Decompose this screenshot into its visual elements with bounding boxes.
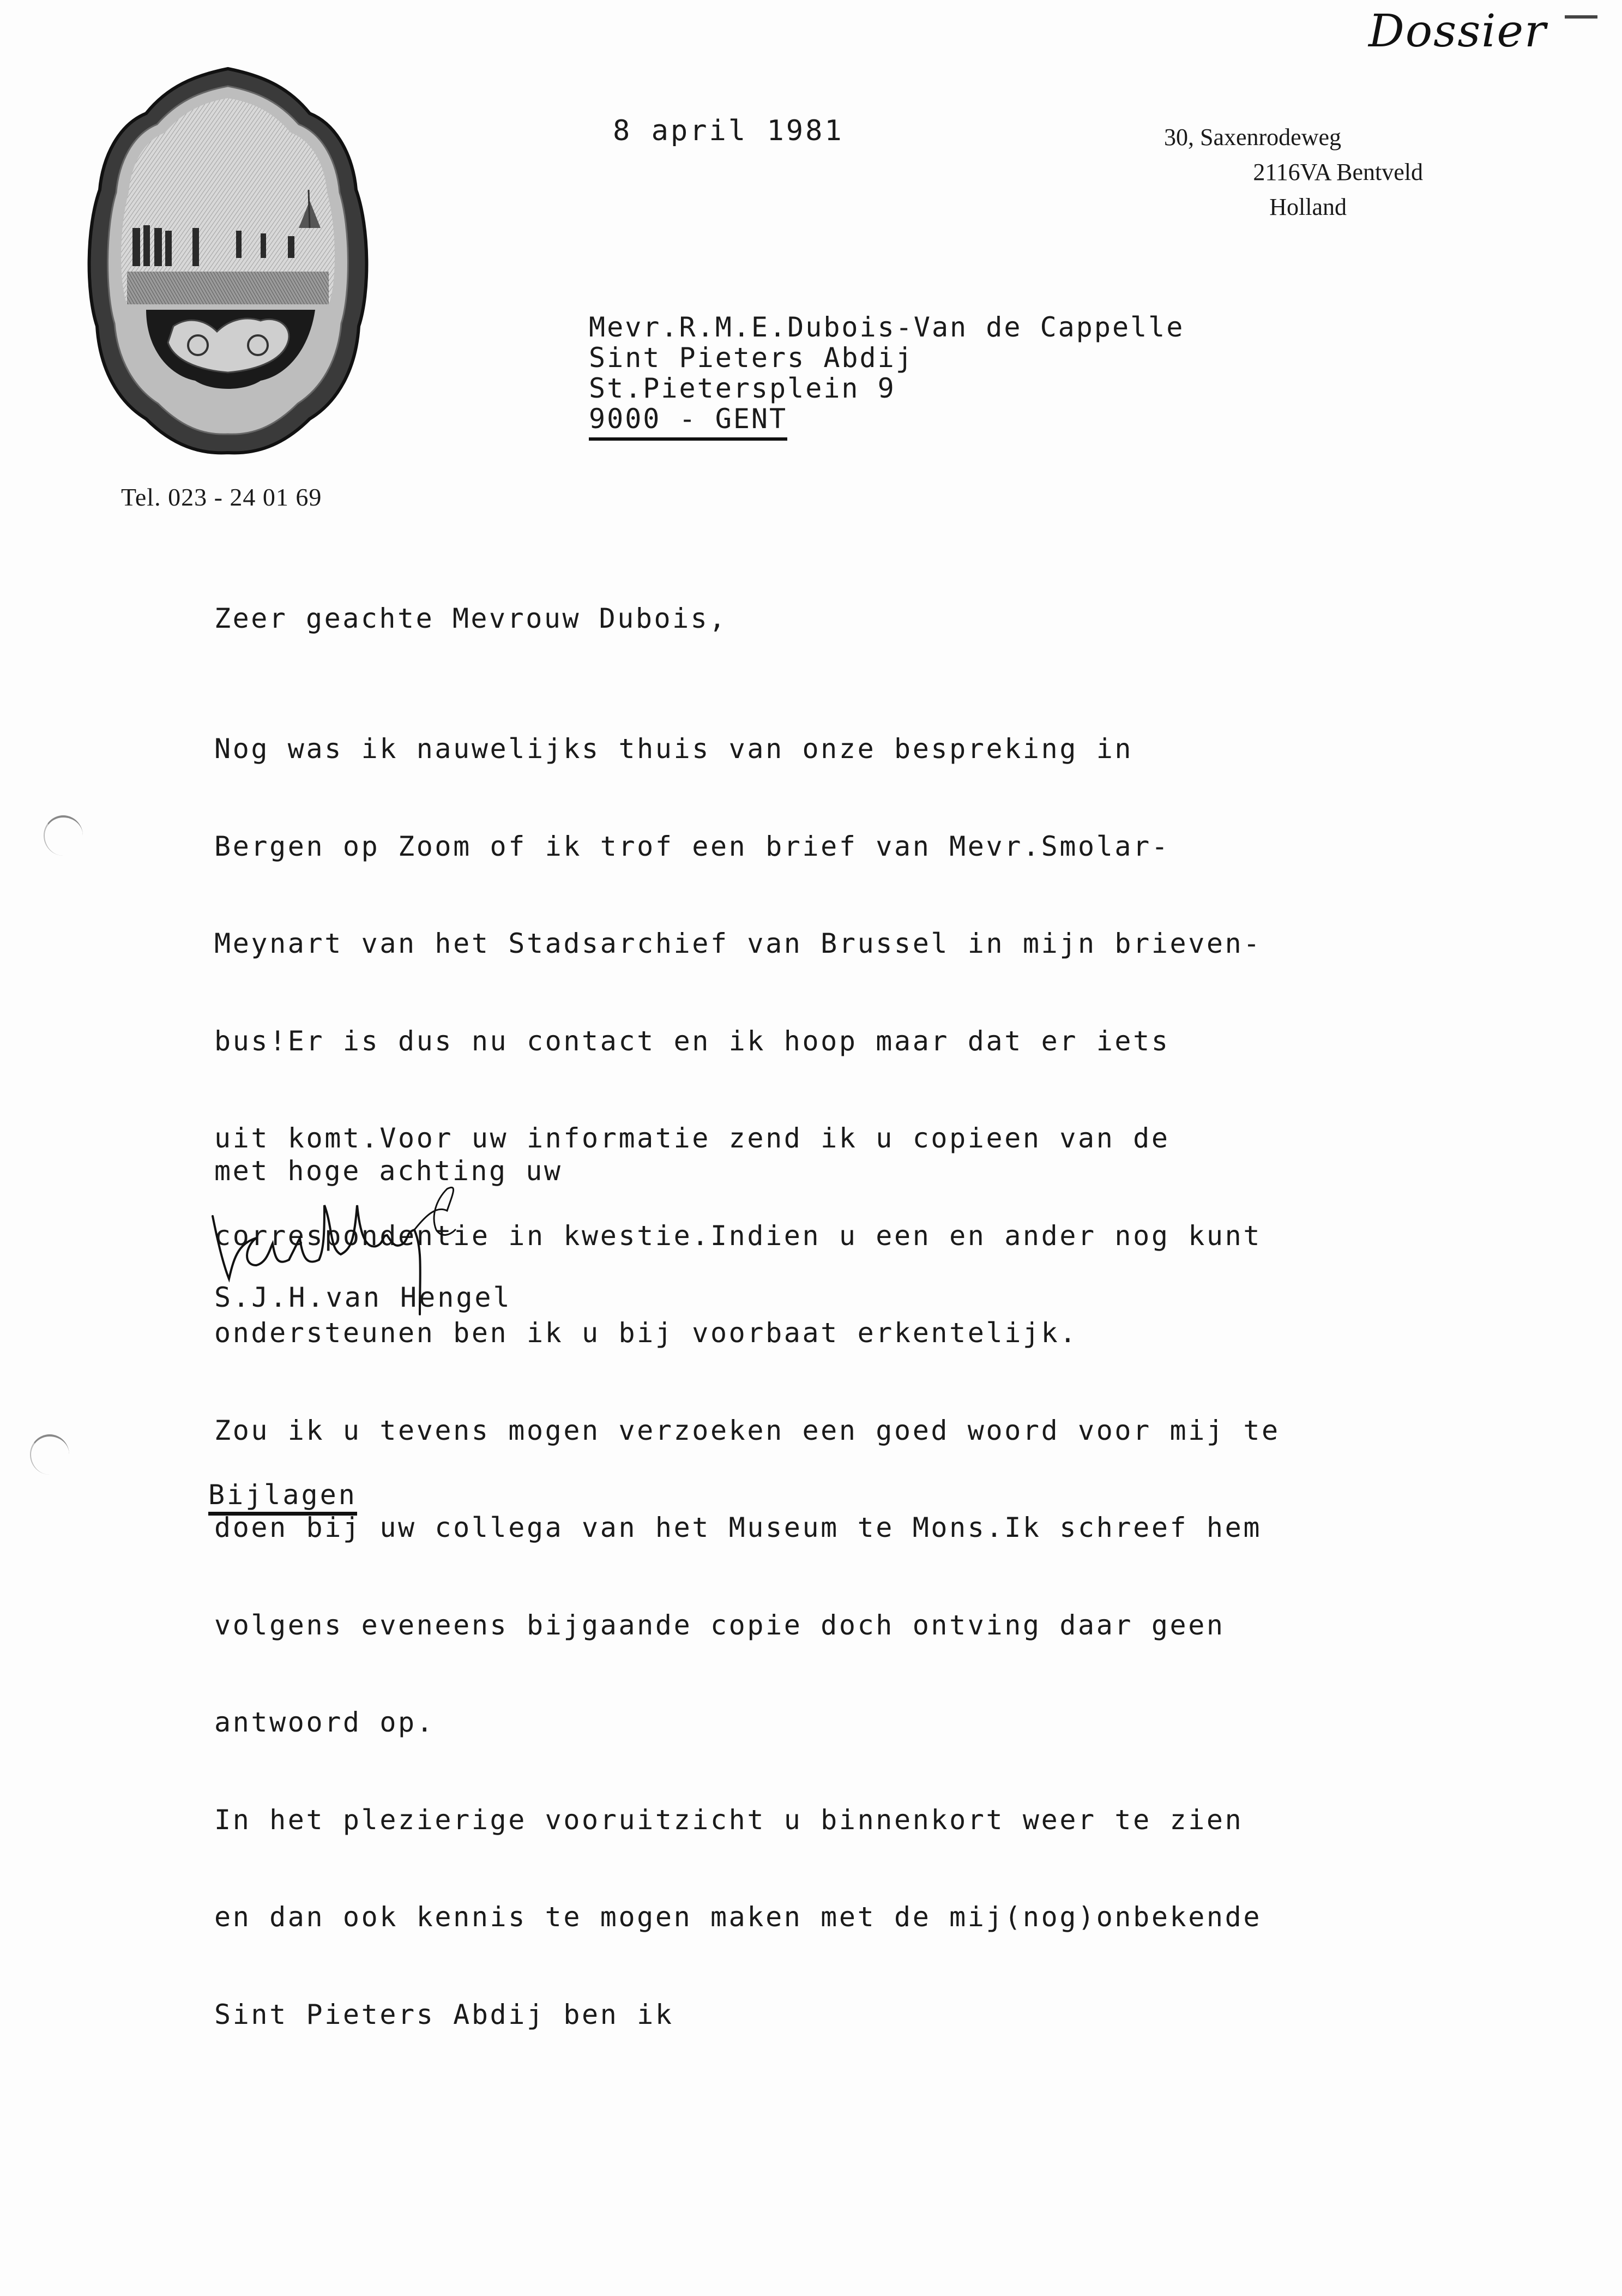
body-line: In het plezierige vooruitzicht u binnenkort weer te zien	[214, 1804, 1244, 1836]
body-line: ondersteunen ben ik u bij voorbaat erkentelijk.	[214, 1317, 1078, 1349]
sender-address-line: Holland	[1269, 194, 1347, 220]
recipient-city-line: 9000 - GENT	[589, 404, 787, 441]
telephone-number: Tel. 023 - 24 01 69	[121, 483, 322, 511]
body-line: bus!Er is dus nu contact en ik hoop maar dat er iets	[214, 1025, 1170, 1057]
recipient-line: St.Pietersplein 9	[589, 372, 896, 404]
body-line: antwoord op.	[214, 1706, 435, 1738]
recipient-address	[589, 312, 1184, 441]
body-line: doen bij uw collega van het Museum te Mons.Ik schreef hem	[214, 1512, 1262, 1543]
handwritten-signature-icon	[207, 1183, 523, 1336]
body-line: en dan ook kennis te mogen maken met de mij(nog)onbekende	[214, 1901, 1262, 1933]
letterhead-emblem-icon	[81, 64, 375, 457]
handwritten-dossier-note: Dossier	[1368, 5, 1547, 57]
punch-hole-mark	[44, 815, 83, 856]
body-line: Nog was ik nauwelijks thuis van onze bespreking in	[214, 733, 1133, 765]
recipient-line: Mevr.R.M.E.Dubois-Van de Cappelle	[589, 311, 1185, 343]
body-line: volgens eveneens bijgaande copie doch ontving daar geen	[214, 1609, 1225, 1641]
recipient-line: Sint Pieters Abdij	[589, 342, 914, 374]
salutation: Zeer geachte Mevrouw Dubois,	[214, 603, 727, 634]
body-line: Bergen op Zoom of ik trof een brief van Mevr.Smolar-	[214, 830, 1170, 862]
body-line: Sint Pieters Abdij ben ik	[214, 1998, 674, 2030]
enclosures-label: Bijlagen	[208, 1479, 357, 1516]
body-line: uit komt.Voor uw informatie zend ik u copieen van de	[214, 1122, 1170, 1154]
letter-date: 8 april 1981	[613, 115, 844, 147]
body-line: Zou ik u tevens mogen verzoeken een goed woord voor mij te	[214, 1414, 1280, 1446]
signer-name: S.J.H.van Hengel	[214, 1282, 512, 1313]
letter-body	[214, 668, 1280, 2096]
sender-address	[1118, 120, 1423, 225]
closing: met hoge achting uw	[214, 1155, 563, 1187]
body-line: Meynart van het Stadsarchief van Brussel in mijn brieven-	[214, 928, 1262, 959]
sender-address-line: 2116VA Bentveld	[1253, 159, 1423, 185]
body-line: correspondentie in kwestie.Indien u een en ander nog kunt	[214, 1219, 1262, 1252]
punch-hole-mark	[30, 1434, 69, 1475]
sender-address-line: 30, Saxenrodeweg	[1163, 124, 1341, 151]
corner-mark	[1565, 15, 1597, 19]
